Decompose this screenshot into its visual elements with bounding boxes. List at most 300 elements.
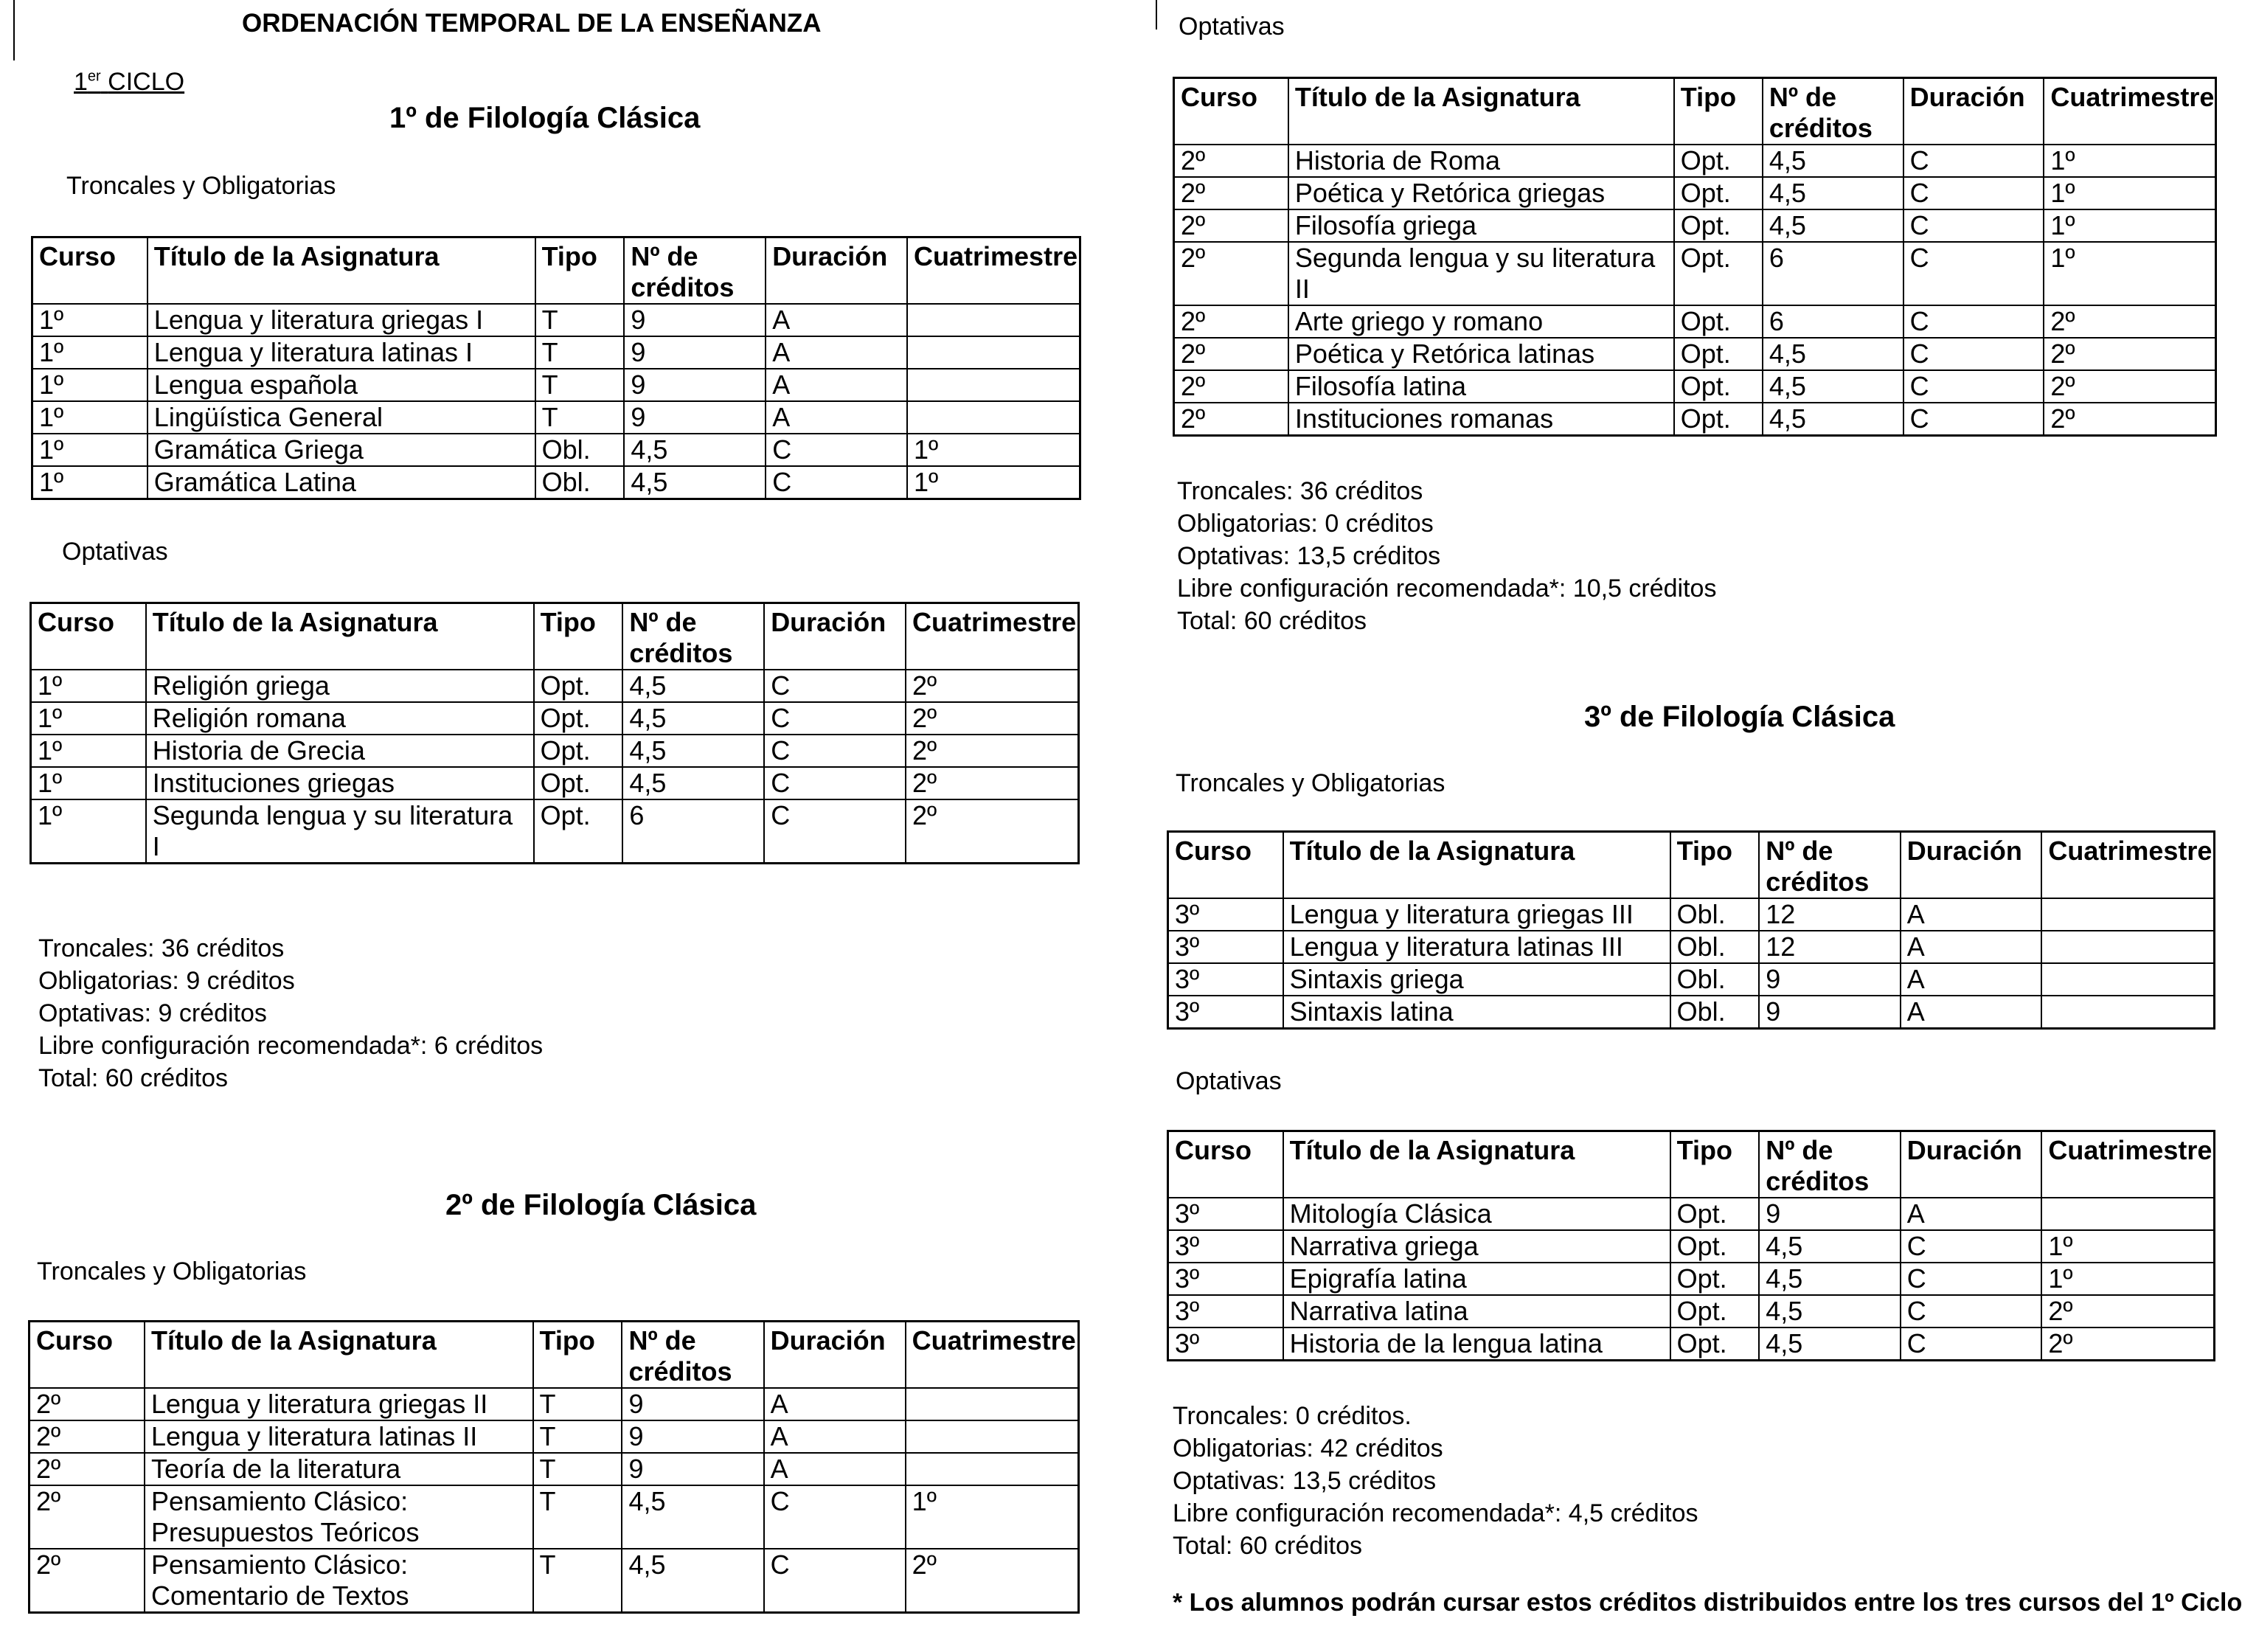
column-header-creditos: Nº de créditos bbox=[1759, 832, 1901, 899]
table-row bbox=[1174, 370, 2216, 403]
cell-curso: 1º bbox=[31, 670, 146, 702]
cell-tipo: Opt. bbox=[1674, 338, 1763, 370]
cell-duracion: A bbox=[1901, 963, 2042, 996]
column-header-tipo: Tipo bbox=[535, 237, 625, 305]
column-header-tipo: Tipo bbox=[534, 603, 623, 670]
table-row bbox=[32, 434, 1080, 466]
cell-cuatrimestre: 1º bbox=[2044, 209, 2215, 242]
cell-creditos: 9 bbox=[624, 401, 766, 434]
column-header-cuatrimestre: Cuatrimestre bbox=[906, 603, 1078, 670]
column-header-duracion: Duración bbox=[1901, 832, 2042, 899]
cell-creditos: 12 bbox=[1759, 898, 1901, 931]
column-header-titulo: Título de la Asignatura bbox=[1288, 78, 1674, 145]
cell-curso: 2º bbox=[1174, 403, 1288, 436]
cell-duracion: C bbox=[1903, 370, 2044, 403]
table-header-row bbox=[1168, 832, 2215, 899]
cell-duracion: A bbox=[764, 1453, 906, 1485]
column-header-duracion: Duración bbox=[1903, 78, 2044, 145]
year3-optativas-table bbox=[1167, 1130, 2215, 1361]
cell-cuatrimestre: 2º bbox=[2041, 1328, 2214, 1361]
cell-cuatrimestre bbox=[907, 369, 1080, 401]
page-title: ORDENACIÓN TEMPORAL DE LA ENSEÑANZA bbox=[242, 9, 822, 38]
column-header-curso: Curso bbox=[1168, 832, 1283, 899]
cell-titulo: Lengua española bbox=[148, 369, 535, 401]
cell-cuatrimestre: 2º bbox=[906, 702, 1078, 735]
column-header-titulo: Título de la Asignatura bbox=[1283, 832, 1670, 899]
cell-tipo: Opt. bbox=[534, 702, 623, 735]
cell-tipo: T bbox=[533, 1420, 622, 1453]
cell-creditos: 4,5 bbox=[1759, 1328, 1901, 1361]
cell-cuatrimestre bbox=[907, 304, 1080, 336]
cell-titulo: Poética y Retórica griegas bbox=[1288, 177, 1674, 209]
cell-tipo: Obl. bbox=[1670, 963, 1760, 996]
cell-cuatrimestre: 2º bbox=[906, 1549, 1079, 1613]
table-row bbox=[30, 1485, 1079, 1549]
cell-cuatrimestre bbox=[2041, 996, 2214, 1029]
cell-curso: 2º bbox=[1174, 177, 1288, 209]
table-row bbox=[1174, 338, 2216, 370]
summary-line: Optativas: 9 créditos bbox=[38, 999, 267, 1027]
cell-creditos: 9 bbox=[1759, 996, 1901, 1029]
table-row bbox=[1168, 1328, 2215, 1361]
cell-creditos: 9 bbox=[624, 336, 766, 369]
year2-optativas-label: Optativas bbox=[1179, 13, 1285, 41]
cell-tipo: T bbox=[535, 369, 625, 401]
cell-titulo: Teoría de la literatura bbox=[145, 1453, 533, 1485]
year2-troncales-table bbox=[28, 1320, 1080, 1614]
cell-duracion: C bbox=[764, 799, 906, 864]
column-header-duracion: Duración bbox=[764, 1322, 906, 1389]
column-header-cuatrimestre: Cuatrimestre bbox=[2041, 1131, 2214, 1198]
column-header-creditos: Nº de créditos bbox=[624, 237, 766, 305]
cell-titulo: Lingüística General bbox=[148, 401, 535, 434]
cell-creditos: 9 bbox=[624, 304, 766, 336]
ciclo-label bbox=[74, 68, 184, 97]
summary-line: Troncales: 0 créditos. bbox=[1173, 1402, 1412, 1430]
cell-creditos: 4,5 bbox=[1759, 1263, 1901, 1295]
table-header-row bbox=[32, 237, 1080, 305]
summary-line: Total: 60 créditos bbox=[38, 1064, 229, 1092]
table-row bbox=[1168, 996, 2215, 1029]
column-header-duracion: Duración bbox=[766, 237, 907, 305]
cell-curso: 3º bbox=[1168, 1198, 1283, 1230]
table-row bbox=[32, 369, 1080, 401]
cell-tipo: T bbox=[533, 1549, 622, 1613]
year2-summary bbox=[1177, 475, 1716, 637]
cell-tipo: Opt. bbox=[534, 799, 623, 864]
cell-titulo: Gramática Latina bbox=[148, 466, 535, 499]
table-row bbox=[31, 670, 1079, 702]
cell-cuatrimestre bbox=[906, 1388, 1079, 1420]
column-header-curso: Curso bbox=[32, 237, 148, 305]
cell-tipo: T bbox=[535, 304, 625, 336]
cell-duracion: C bbox=[1903, 305, 2044, 338]
column-header-duracion: Duración bbox=[1901, 1131, 2042, 1198]
year3-optativas-label: Optativas bbox=[1176, 1067, 1282, 1095]
cell-tipo: Opt. bbox=[534, 670, 623, 702]
cell-curso: 1º bbox=[32, 369, 148, 401]
table-row bbox=[30, 1388, 1079, 1420]
table-row bbox=[1174, 209, 2216, 242]
cell-tipo: Obl. bbox=[535, 434, 625, 466]
cell-curso: 2º bbox=[30, 1549, 145, 1613]
cell-creditos: 12 bbox=[1759, 931, 1901, 963]
summary-line: Total: 60 créditos bbox=[1173, 1532, 1363, 1560]
column-header-curso: Curso bbox=[31, 603, 146, 670]
cell-cuatrimestre: 2º bbox=[2044, 338, 2215, 370]
cell-cuatrimestre: 1º bbox=[2041, 1230, 2214, 1263]
table-row bbox=[1174, 145, 2216, 177]
column-header-creditos: Nº de créditos bbox=[622, 603, 764, 670]
cell-creditos: 4,5 bbox=[624, 434, 766, 466]
cell-tipo: T bbox=[533, 1388, 622, 1420]
cell-titulo: Historia de Grecia bbox=[146, 735, 534, 767]
cell-duracion: C bbox=[1901, 1230, 2042, 1263]
table-row bbox=[31, 799, 1079, 864]
cell-tipo: Obl. bbox=[535, 466, 625, 499]
center-edge-mark bbox=[1156, 0, 1157, 30]
cell-creditos: 9 bbox=[624, 369, 766, 401]
cell-duracion: C bbox=[1903, 242, 2044, 305]
cell-duracion: C bbox=[764, 1549, 906, 1613]
cell-titulo: Lengua y literatura latinas III bbox=[1283, 931, 1670, 963]
summary-line: Obligatorias: 42 créditos bbox=[1173, 1434, 1443, 1462]
cell-titulo: Poética y Retórica latinas bbox=[1288, 338, 1674, 370]
cell-duracion: A bbox=[764, 1420, 906, 1453]
year1-optativas-label: Optativas bbox=[62, 538, 168, 566]
year1-optativas-table bbox=[30, 602, 1080, 864]
year3-troncales-label: Troncales y Obligatorias bbox=[1176, 769, 1446, 797]
cell-duracion: C bbox=[1903, 177, 2044, 209]
column-header-cuatrimestre: Cuatrimestre bbox=[907, 237, 1080, 305]
summary-line: Optativas: 13,5 créditos bbox=[1177, 542, 1441, 570]
table-row bbox=[1168, 931, 2215, 963]
cell-titulo: Lengua y literatura latinas I bbox=[148, 336, 535, 369]
cell-duracion: A bbox=[1901, 931, 2042, 963]
cell-titulo: Religión griega bbox=[146, 670, 534, 702]
cell-cuatrimestre: 1º bbox=[907, 466, 1080, 499]
cell-tipo: T bbox=[533, 1453, 622, 1485]
cell-duracion: C bbox=[764, 767, 906, 799]
year2-troncales-label: Troncales y Obligatorias bbox=[37, 1257, 307, 1285]
year1-troncales-table bbox=[31, 236, 1081, 500]
cell-curso: 1º bbox=[32, 401, 148, 434]
summary-line: Libre configuración recomendada*: 6 créditos bbox=[38, 1032, 544, 1060]
cell-curso: 2º bbox=[1174, 305, 1288, 338]
cell-curso: 3º bbox=[1168, 996, 1283, 1029]
year3-troncales-table bbox=[1167, 830, 2215, 1030]
table-row bbox=[32, 304, 1080, 336]
cell-titulo: Gramática Griega bbox=[148, 434, 535, 466]
cell-titulo: Arte griego y romano bbox=[1288, 305, 1674, 338]
year1-troncales-label: Troncales y Obligatorias bbox=[66, 172, 336, 200]
cell-duracion: A bbox=[766, 401, 907, 434]
cell-cuatrimestre: 1º bbox=[2041, 1263, 2214, 1295]
table-row bbox=[30, 1549, 1079, 1613]
cell-cuatrimestre: 2º bbox=[2044, 403, 2215, 436]
cell-curso: 1º bbox=[31, 799, 146, 864]
cell-titulo: Epigrafía latina bbox=[1283, 1263, 1670, 1295]
cell-creditos: 4,5 bbox=[622, 767, 764, 799]
cell-titulo: Segunda lengua y su literatura II bbox=[1288, 242, 1674, 305]
cell-creditos: 4,5 bbox=[1763, 370, 1903, 403]
cell-titulo: Mitología Clásica bbox=[1283, 1198, 1670, 1230]
cell-cuatrimestre bbox=[907, 401, 1080, 434]
cell-curso: 3º bbox=[1168, 931, 1283, 963]
cell-cuatrimestre bbox=[2041, 931, 2214, 963]
cell-tipo: T bbox=[533, 1485, 622, 1549]
cell-duracion: C bbox=[764, 1485, 906, 1549]
cell-titulo: Historia de la lengua latina bbox=[1283, 1328, 1670, 1361]
cell-duracion: C bbox=[1903, 209, 2044, 242]
cell-duracion: C bbox=[764, 702, 906, 735]
cell-cuatrimestre bbox=[906, 1453, 1079, 1485]
cell-tipo: Obl. bbox=[1670, 996, 1760, 1029]
cell-titulo: Narrativa latina bbox=[1283, 1295, 1670, 1328]
table-row bbox=[1168, 1263, 2215, 1295]
cell-creditos: 9 bbox=[1759, 963, 1901, 996]
cell-cuatrimestre bbox=[2041, 1198, 2214, 1230]
cell-creditos: 6 bbox=[1763, 242, 1903, 305]
cell-titulo: Lengua y literatura griegas II bbox=[145, 1388, 533, 1420]
cell-creditos: 4,5 bbox=[1763, 338, 1903, 370]
cell-cuatrimestre: 1º bbox=[2044, 177, 2215, 209]
cell-titulo: Sintaxis latina bbox=[1283, 996, 1670, 1029]
cell-titulo: Instituciones griegas bbox=[146, 767, 534, 799]
cell-tipo: Opt. bbox=[1670, 1198, 1760, 1230]
cell-curso: 1º bbox=[32, 434, 148, 466]
cell-cuatrimestre: 2º bbox=[2044, 305, 2215, 338]
table-row bbox=[1168, 963, 2215, 996]
table-row bbox=[32, 336, 1080, 369]
cell-curso: 1º bbox=[31, 767, 146, 799]
cell-tipo: Opt. bbox=[1674, 145, 1763, 177]
column-header-curso: Curso bbox=[30, 1322, 145, 1389]
column-header-creditos: Nº de créditos bbox=[622, 1322, 763, 1389]
summary-line: Total: 60 créditos bbox=[1177, 607, 1367, 635]
cell-curso: 2º bbox=[30, 1388, 145, 1420]
cell-titulo: Sintaxis griega bbox=[1283, 963, 1670, 996]
cell-creditos: 4,5 bbox=[622, 1485, 763, 1549]
ciclo-superscript: er bbox=[87, 68, 101, 85]
year2-optativas-table bbox=[1173, 77, 2217, 437]
table-header-row bbox=[30, 1322, 1079, 1389]
year1-title: 1º de Filología Clásica bbox=[389, 102, 701, 134]
cell-creditos: 4,5 bbox=[1763, 403, 1903, 436]
cell-curso: 2º bbox=[30, 1453, 145, 1485]
cell-duracion: C bbox=[1903, 338, 2044, 370]
cell-curso: 2º bbox=[1174, 242, 1288, 305]
cell-duracion: C bbox=[1903, 403, 2044, 436]
table-row bbox=[1168, 1198, 2215, 1230]
table-row bbox=[32, 466, 1080, 499]
cell-cuatrimestre: 1º bbox=[906, 1485, 1079, 1549]
cell-duracion: C bbox=[764, 735, 906, 767]
table-header-row bbox=[1174, 78, 2216, 145]
cell-creditos: 4,5 bbox=[1759, 1295, 1901, 1328]
summary-line: Troncales: 36 créditos bbox=[1177, 477, 1423, 505]
cell-duracion: A bbox=[1901, 996, 2042, 1029]
cell-curso: 1º bbox=[32, 336, 148, 369]
summary-line: Troncales: 36 créditos bbox=[38, 934, 285, 962]
cell-duracion: A bbox=[766, 336, 907, 369]
cell-tipo: Obl. bbox=[1670, 931, 1760, 963]
cell-tipo: Opt. bbox=[1674, 209, 1763, 242]
cell-creditos: 4,5 bbox=[1763, 145, 1903, 177]
table-row bbox=[31, 702, 1079, 735]
cell-tipo: T bbox=[535, 336, 625, 369]
column-header-titulo: Título de la Asignatura bbox=[146, 603, 534, 670]
cell-creditos: 6 bbox=[622, 799, 764, 864]
column-header-curso: Curso bbox=[1168, 1131, 1283, 1198]
cell-cuatrimestre bbox=[906, 1420, 1079, 1453]
cell-cuatrimestre: 2º bbox=[2044, 370, 2215, 403]
cell-creditos: 4,5 bbox=[1763, 209, 1903, 242]
cell-tipo: Obl. bbox=[1670, 898, 1760, 931]
cell-creditos: 4,5 bbox=[622, 702, 764, 735]
cell-titulo: Lengua y literatura griegas III bbox=[1283, 898, 1670, 931]
table-row bbox=[1174, 177, 2216, 209]
cell-curso: 2º bbox=[30, 1420, 145, 1453]
column-header-duracion: Duración bbox=[764, 603, 906, 670]
cell-cuatrimestre: 2º bbox=[906, 767, 1078, 799]
cell-creditos: 4,5 bbox=[622, 1549, 763, 1613]
cell-tipo: Opt. bbox=[1674, 177, 1763, 209]
cell-cuatrimestre: 1º bbox=[2044, 145, 2215, 177]
cell-tipo: Opt. bbox=[534, 735, 623, 767]
cell-titulo: Filosofía griega bbox=[1288, 209, 1674, 242]
column-header-creditos: Nº de créditos bbox=[1759, 1131, 1901, 1198]
cell-titulo: Historia de Roma bbox=[1288, 145, 1674, 177]
cell-titulo: Segunda lengua y su literatura I bbox=[146, 799, 534, 864]
cell-duracion: A bbox=[1901, 1198, 2042, 1230]
cell-duracion: A bbox=[764, 1388, 906, 1420]
table-row bbox=[31, 735, 1079, 767]
cell-curso: 2º bbox=[1174, 209, 1288, 242]
cell-duracion: C bbox=[766, 434, 907, 466]
cell-curso: 1º bbox=[31, 735, 146, 767]
summary-line: Libre configuración recomendada*: 10,5 créditos bbox=[1177, 575, 1717, 603]
cell-duracion: C bbox=[764, 670, 906, 702]
cell-duracion: A bbox=[766, 304, 907, 336]
table-row bbox=[1174, 305, 2216, 338]
cell-curso: 3º bbox=[1168, 1295, 1283, 1328]
cell-cuatrimestre: 2º bbox=[906, 670, 1078, 702]
cell-creditos: 4,5 bbox=[1763, 177, 1903, 209]
cell-tipo: Opt. bbox=[1670, 1263, 1760, 1295]
cell-curso: 1º bbox=[32, 304, 148, 336]
year3-summary bbox=[1173, 1400, 1698, 1562]
year2-title: 2º de Filología Clásica bbox=[445, 1189, 757, 1221]
cell-cuatrimestre: 1º bbox=[907, 434, 1080, 466]
cell-curso: 3º bbox=[1168, 1263, 1283, 1295]
footnote: * Los alumnos podrán cursar estos créditos distribuidos entre los tres cursos del 1º Ciclo bbox=[1173, 1589, 2242, 1617]
column-header-creditos: Nº de créditos bbox=[1763, 78, 1903, 145]
cell-cuatrimestre bbox=[907, 336, 1080, 369]
column-header-titulo: Título de la Asignatura bbox=[1283, 1131, 1670, 1198]
summary-line: Obligatorias: 9 créditos bbox=[38, 967, 295, 995]
column-header-curso: Curso bbox=[1174, 78, 1288, 145]
cell-tipo: Opt. bbox=[1670, 1295, 1760, 1328]
column-header-tipo: Tipo bbox=[533, 1322, 622, 1389]
cell-creditos: 9 bbox=[1759, 1198, 1901, 1230]
cell-duracion: C bbox=[1903, 145, 2044, 177]
cell-creditos: 9 bbox=[622, 1420, 763, 1453]
cell-titulo: Pensamiento Clásico: Comentario de Textos bbox=[145, 1549, 533, 1613]
ciclo-number: 1 bbox=[74, 68, 88, 96]
table-row bbox=[31, 767, 1079, 799]
table-row bbox=[1174, 242, 2216, 305]
cell-creditos: 9 bbox=[622, 1453, 763, 1485]
cell-cuatrimestre: 2º bbox=[906, 735, 1078, 767]
ciclo-word: CICLO bbox=[108, 68, 185, 96]
cell-duracion: C bbox=[766, 466, 907, 499]
table-row bbox=[30, 1420, 1079, 1453]
column-header-cuatrimestre: Cuatrimestre bbox=[906, 1322, 1079, 1389]
cell-titulo: Filosofía latina bbox=[1288, 370, 1674, 403]
table-row bbox=[1174, 403, 2216, 436]
column-header-tipo: Tipo bbox=[1674, 78, 1763, 145]
cell-creditos: 4,5 bbox=[622, 670, 764, 702]
cell-curso: 3º bbox=[1168, 1328, 1283, 1361]
cell-curso: 3º bbox=[1168, 963, 1283, 996]
table-row bbox=[1168, 1295, 2215, 1328]
cell-duracion: C bbox=[1901, 1295, 2042, 1328]
cell-cuatrimestre: 2º bbox=[2041, 1295, 2214, 1328]
cell-curso: 3º bbox=[1168, 898, 1283, 931]
cell-curso: 2º bbox=[1174, 370, 1288, 403]
cell-tipo: T bbox=[535, 401, 625, 434]
table-row bbox=[30, 1453, 1079, 1485]
cell-duracion: A bbox=[1901, 898, 2042, 931]
cell-tipo: Opt. bbox=[1674, 305, 1763, 338]
column-header-titulo: Título de la Asignatura bbox=[145, 1322, 533, 1389]
cell-curso: 1º bbox=[32, 466, 148, 499]
cell-titulo: Religión romana bbox=[146, 702, 534, 735]
cell-creditos: 4,5 bbox=[1759, 1230, 1901, 1263]
cell-titulo: Lengua y literatura latinas II bbox=[145, 1420, 533, 1453]
left-edge-mark bbox=[13, 0, 15, 60]
cell-duracion: C bbox=[1901, 1328, 2042, 1361]
cell-curso: 2º bbox=[30, 1485, 145, 1549]
table-header-row bbox=[31, 603, 1079, 670]
cell-creditos: 9 bbox=[622, 1388, 763, 1420]
table-row bbox=[1168, 1230, 2215, 1263]
column-header-tipo: Tipo bbox=[1670, 1131, 1760, 1198]
column-header-tipo: Tipo bbox=[1670, 832, 1760, 899]
cell-cuatrimestre bbox=[2041, 963, 2214, 996]
cell-cuatrimestre: 2º bbox=[906, 799, 1078, 864]
cell-curso: 2º bbox=[1174, 338, 1288, 370]
cell-cuatrimestre bbox=[2041, 898, 2214, 931]
cell-titulo: Lengua y literatura griegas I bbox=[148, 304, 535, 336]
cell-creditos: 4,5 bbox=[622, 735, 764, 767]
cell-tipo: Opt. bbox=[1670, 1230, 1760, 1263]
summary-line: Obligatorias: 0 créditos bbox=[1177, 510, 1434, 538]
cell-tipo: Opt. bbox=[1670, 1328, 1760, 1361]
cell-tipo: Opt. bbox=[1674, 242, 1763, 305]
cell-tipo: Opt. bbox=[534, 767, 623, 799]
table-row bbox=[1168, 898, 2215, 931]
cell-creditos: 4,5 bbox=[624, 466, 766, 499]
cell-titulo: Pensamiento Clásico: Presupuestos Teóricos bbox=[145, 1485, 533, 1549]
cell-duracion: C bbox=[1901, 1263, 2042, 1295]
cell-tipo: Opt. bbox=[1674, 403, 1763, 436]
year3-title: 3º de Filología Clásica bbox=[1584, 701, 1895, 733]
column-header-cuatrimestre: Cuatrimestre bbox=[2044, 78, 2215, 145]
cell-curso: 2º bbox=[1174, 145, 1288, 177]
year1-summary bbox=[38, 932, 543, 1094]
